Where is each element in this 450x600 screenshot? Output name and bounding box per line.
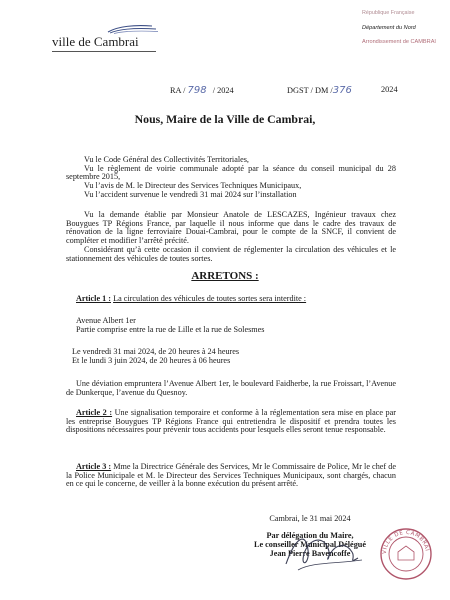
logo-text: ville de Cambrai [52, 34, 139, 49]
considerant-3: Vu l’avis de M. le Directeur des Services Techniques Municipaux, [84, 181, 302, 190]
ra-prefix: RA / [170, 86, 186, 95]
handwritten-signature [278, 524, 368, 576]
city-logo [52, 22, 162, 52]
dgst-year: 2024 [381, 85, 398, 94]
city-seal-stamp [378, 526, 434, 582]
ra-reference [170, 85, 234, 96]
article-3 [66, 463, 396, 489]
ra-number: 798 [187, 85, 207, 96]
signature-line-1: Par délégation du Maire, [266, 531, 354, 540]
signature-line-2: Le conseiller Municipal Délégué [254, 540, 366, 549]
demande-paragraph: Vu la demande établie par Monsieur Anatole de LESCAZES, Ingénieur travaux chez Bouygues TP Régions France, par laquelle il nous informe que dans le cadre des travaux de rénovation de la ligne ferroviaire Douai-Cambrai, pour le compte de la SNCF, il convient de compléter et modifier l’arrêté précité. [66, 210, 396, 245]
header-right [362, 10, 446, 46]
article-2-text: Une signalisation temporaire et conforme à la réglementation sera mise en place par les entreprise Bouygues TP Régions France qui entretiendra le dispositif et prendra toutes les dispositions nécessaires pour prévenir tous accidents pour lesquels elles seront tenue responsable. [66, 408, 397, 435]
article-1-label: Article 1 : [76, 294, 112, 303]
article-3-text: Mme la Directrice Générale des Services, Mr le Commissaire de Police, Mr le chef de la Police Municipale et M. le Directeur des Services Techniques Municipaux, sont chargés, chacun en ce qui le concerne, de veiller à la bonne exécution du présent arrêté. [66, 462, 396, 489]
article-3-label: Article 3 : [76, 462, 112, 471]
considerant-paragraph: Considérant qu’à cette occasion il convient de réglementer la circulation des véhicules et le stationnement des véhicules de toutes sortes. [66, 245, 396, 263]
article-1-portion: Partie comprise entre la rue de Lille et la rue de Solesmes [76, 325, 265, 334]
department-label: Département du Nord [362, 25, 416, 31]
stamp-text: VILLE DE CAMBRAI [381, 529, 430, 555]
arrondissement-label: Arrondissement de CAMBRAI [362, 39, 436, 45]
article-1-deviation: Une déviation empruntera l’Avenue Albert 1er, le boulevard Faidherbe, la rue Froissart, l’Avenue de Dunkerque, l’avenue du Quesnoy. [66, 379, 396, 397]
article-1-street: Avenue Albert 1er [76, 316, 136, 325]
article-1-time-2: Et le lundi 3 juin 2024, de 20 heures à 06 heures [72, 356, 231, 365]
dgst-number: 376 [332, 85, 352, 96]
ra-year: / 2024 [212, 86, 234, 95]
signature-line-3: Jean Pierre Bavencoffe [269, 549, 351, 558]
signature-place-date: Cambrai, le 31 mai 2024 [269, 514, 351, 523]
dgst-prefix: DGST / DM / [287, 86, 333, 95]
page-title: Nous, Maire de la Ville de Cambrai, [134, 112, 316, 126]
logo-waves-icon [52, 22, 160, 34]
logo-underline [52, 51, 156, 52]
considerant-4: Vu l’accident survenue le vendredi 31 mai 2024 sur l’installation [84, 189, 297, 199]
article-1-time-1: Le vendredi 31 mai 2024, de 20 heures à 24 heures [72, 347, 240, 356]
considerant-1: Vu le Code Général des Collectivités Territoriales, [84, 155, 249, 164]
considerant-2: Vu le règlement de voirie communale adopté par la séance du conseil municipal du 28 septembre 2015, [66, 163, 396, 182]
article-2-label: Article 2 : [76, 408, 113, 417]
article-1-text: La circulation des véhicules de toutes sortes sera interdite : [113, 294, 307, 303]
dgst-reference [287, 85, 352, 96]
arretons-heading: ARRETONS : [191, 270, 259, 282]
article-1 [66, 295, 396, 304]
article-2 [66, 409, 396, 435]
republic-label: République Française [362, 10, 415, 16]
